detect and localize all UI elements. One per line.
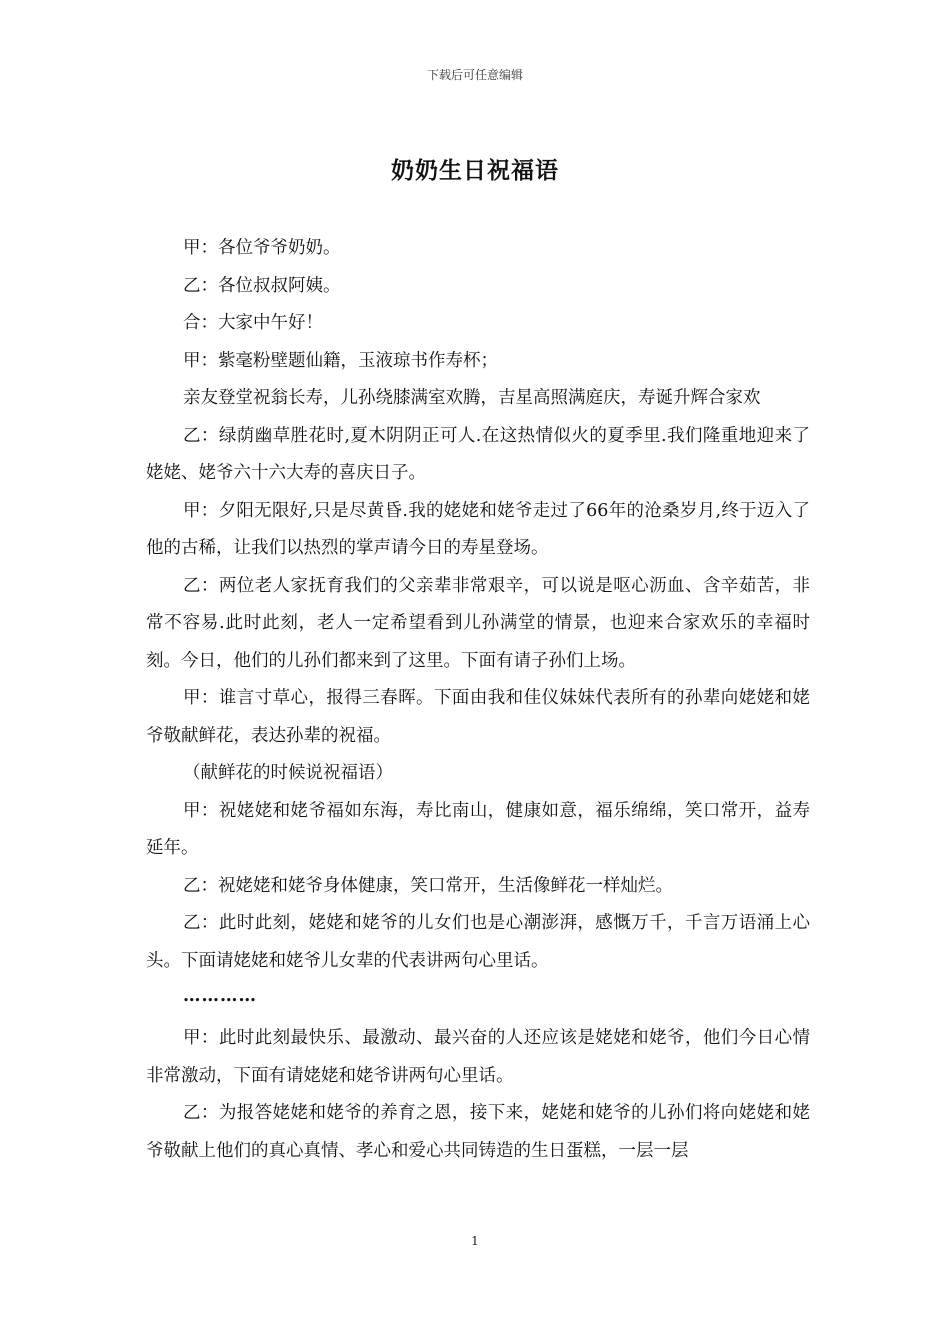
paragraph: 乙：此时此刻，姥姥和姥爷的儿女们也是心潮澎湃，感慨万千，千言万语涌上心头。下面请姥姥和姥爷儿女辈的代表讲两句心里话。 [146,913,810,971]
paragraph: 甲：各位爷爷奶奶。 [183,238,341,258]
paragraph: 乙：为报答姥姥和姥爷的养育之恩，接下来，姥姥和姥爷的儿孙们将向姥姥和姥爷敬献上他们的真心真情、孝心和爱心共同铸造的生日蛋糕，一层一层 [146,1103,810,1161]
page-number: 1 [471,1234,479,1248]
paragraph: 合：大家中午好！ [183,313,323,333]
paragraph: 乙：两位老人家抚育我们的父亲辈非常艰辛，可以说是呕心沥血、含辛茹苦，非常不容易.此时此刻，老人一定希望看到儿孙满堂的情景，也迎来合家欢乐的幸福时刻。今日，他们的儿孙们都来到了这里。下面有请子孙们上场。 [146,575,810,671]
header-note: 下载后可任意编辑 [426,68,523,82]
paragraph: 甲：谁言寸草心，报得三春晖。下面由我和佳仪妹妹代表所有的孙辈向姥姥和姥爷敬献鲜花，表达孙辈的祝福。 [146,688,810,746]
paragraph: （献鲜花的时候说祝福语） [183,763,393,783]
paragraph: 乙：各位叔叔阿姨。 [183,275,341,296]
ellipsis-separator: ………… [183,986,257,1006]
paragraph: 亲友登堂祝翁长寿，儿孙绕膝满室欢腾，吉星高照满庭庆，寿诞升辉合家欢 [183,388,761,408]
paragraph: 乙：祝姥姥和姥爷身体健康，笑口常开，生活像鲜花一样灿烂。 [183,875,673,896]
paragraph: 甲：此时此刻最快乐、最激动、最兴奋的人还应该是姥姥和姥爷，他们今日心情非常激动，下面有请姥姥和姥爷讲两句心里话。 [146,1028,810,1086]
document-body [146,230,810,1170]
paragraph: 乙：绿荫幽草胜花时,夏木阴阴正可人.在这热情似火的夏季里.我们隆重地迎来了姥姥、姥爷六十六大寿的喜庆日子。 [146,425,810,483]
paragraph: 甲：祝姥姥和姥爷福如东海，寿比南山，健康如意，福乐绵绵，笑口常开，益寿延年。 [146,800,810,858]
paragraph: 甲：夕阳无限好,只是尽黄昏.我的姥姥和姥爷走过了66年的沧桑岁月,终于迈入了他的古稀，让我们以热烈的掌声请今日的寿星登场。 [146,500,810,558]
paragraph: 甲：紫毫粉壁题仙籍，玉液琼书作寿杯； [183,350,498,371]
document-title: 奶奶生日祝福语 [391,157,559,184]
